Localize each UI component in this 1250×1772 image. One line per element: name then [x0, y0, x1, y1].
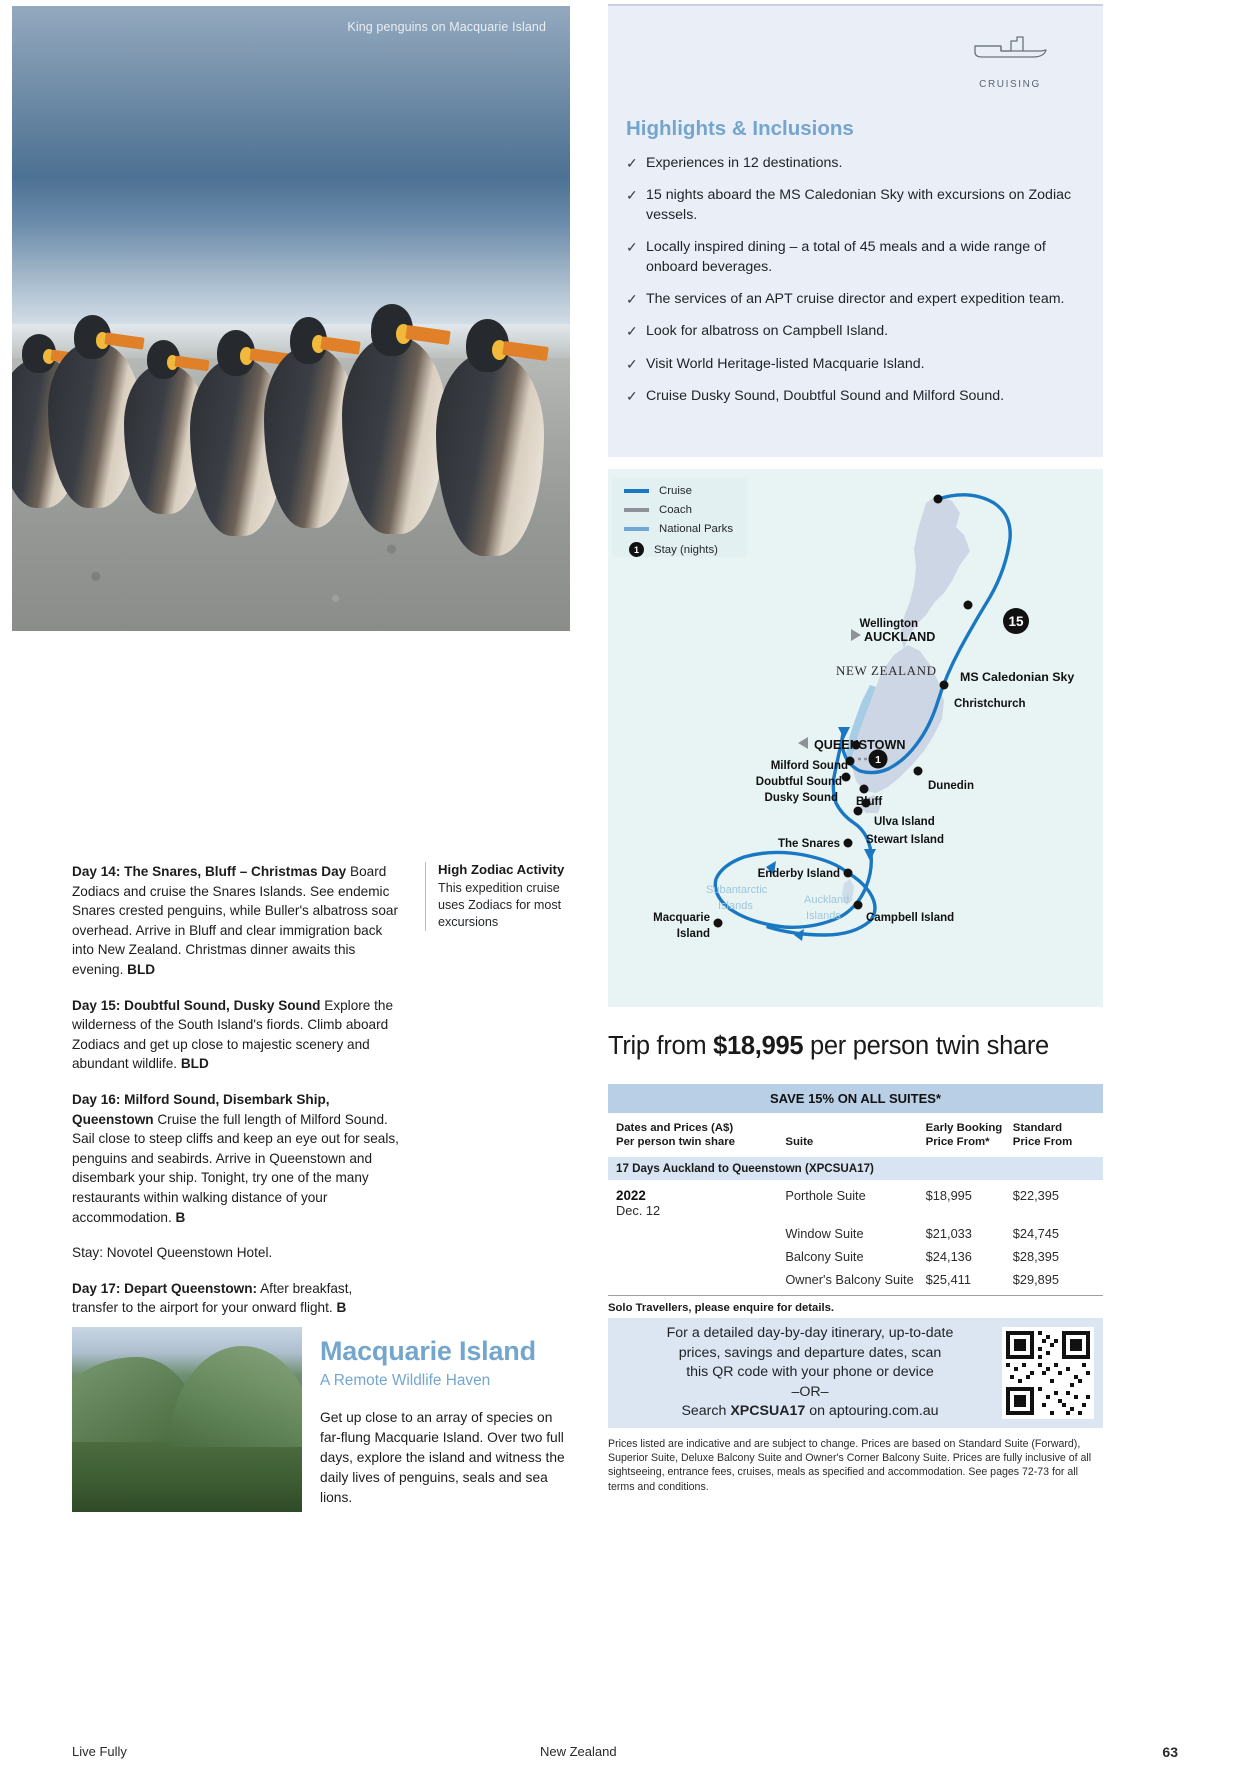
- map-label-auckland: AUCKLAND: [864, 630, 936, 644]
- itinerary-day-heading: Day 16: Milford Sound, Disembark Ship, Queenstown: [72, 1091, 330, 1127]
- map-label-stewart-island: Stewart Island: [866, 834, 944, 846]
- check-icon: ✓: [626, 355, 638, 372]
- legend-label: Stay (nights): [654, 543, 718, 556]
- svg-text:15: 15: [1008, 614, 1024, 629]
- map-label-macquarie-1: Macquarie: [653, 912, 710, 924]
- highlight-item: [626, 238, 1081, 277]
- route-map: [608, 469, 1103, 1007]
- highlight-text: 15 nights aboard the MS Caledonian Sky with excursions on Zodiac vessels.: [646, 187, 1072, 223]
- meal-code: B: [336, 1300, 347, 1316]
- itinerary-day-heading: Day 14: The Snares, Bluff – Christmas Day: [72, 864, 347, 879]
- standard-price: $24,745: [1012, 1226, 1060, 1241]
- highlight-item: [626, 186, 1081, 225]
- photo-caption: King penguins on Macquarie Island: [347, 20, 546, 34]
- cruising-badge: [955, 32, 1065, 90]
- legend-label: Cruise: [659, 485, 692, 497]
- trip-price-headline: [608, 1032, 1128, 1061]
- ocean-background: [12, 6, 570, 336]
- penguin: [342, 336, 446, 534]
- table-row: [608, 1245, 1103, 1268]
- trip-price-prefix: Trip from: [608, 1032, 714, 1060]
- itinerary-body: Cruise the full length of Milford Sound. Sail close to steep cliffs and keep an eye out for seals, penguins and seabirds. Arrive in Queenstown and disembark your ship. Tonight, try one of the many restaurants within walking distance of your accommodation.: [72, 1111, 399, 1225]
- map-label-campbell-island: Campbell Island: [866, 912, 955, 924]
- legal-disclaimer: Prices listed are indicative and are subject to change. Prices are based on Standard Suite (Forward), Superior Suite, Deluxe Balcony Suite and Owner's Corner Balcony Suite. Prices are fully inclusive of all sightseeing, entrance fees, cruises, meals as specified and accommodation. See pages 72-73 for all terms and conditions.: [608, 1438, 1092, 1493]
- check-icon: ✓: [626, 291, 638, 308]
- legend-label: Coach: [659, 504, 692, 516]
- check-icon: ✓: [626, 388, 638, 405]
- national-parks-swatch: [624, 527, 649, 531]
- qr-line-1: For a detailed day-by-day itinerary, up-to-date: [666, 1325, 954, 1342]
- header-standard-line2: Price From: [1012, 1136, 1073, 1148]
- highlight-item: [626, 154, 1081, 173]
- qr-line-2: prices, savings and departure dates, scan: [678, 1344, 942, 1361]
- meal-code: BLD: [180, 1056, 209, 1072]
- departure-year: 2022: [616, 1188, 646, 1203]
- map-label-enderby-island: Enderby Island: [757, 868, 840, 880]
- map-label-auckland-islands-1: Auckland: [804, 894, 850, 906]
- coach-line-swatch: [624, 508, 649, 512]
- qr-promo-panel: [608, 1318, 1103, 1428]
- arrow-right-icon: [851, 629, 861, 641]
- early-price: $21,033: [925, 1226, 972, 1241]
- highlight-item: [626, 387, 1081, 406]
- header-early-line1: Early Booking: [925, 1122, 1003, 1134]
- map-label-ship: MS Caledonian Sky: [960, 670, 1075, 684]
- map-label-macquarie-2: Island: [676, 928, 710, 940]
- zodiac-note-title: High Zodiac Activity: [438, 862, 565, 877]
- qr-code-graphic: [1006, 1331, 1090, 1415]
- header-early-line2: Price From*: [925, 1136, 990, 1148]
- suite-name: Window Suite: [785, 1226, 864, 1241]
- highlight-item: [626, 355, 1081, 374]
- itinerary-entry: [72, 1279, 402, 1318]
- table-row: [608, 1268, 1103, 1291]
- table-header-row: [608, 1113, 1103, 1157]
- cruising-label: CRUISING: [979, 79, 1041, 90]
- early-price: $18,995: [925, 1188, 972, 1203]
- meal-code: BLD: [127, 961, 156, 977]
- highlights-title: Highlights & Inclusions: [626, 117, 854, 140]
- map-label-country: NEW ZEALAND: [836, 663, 937, 678]
- macquarie-feature: [320, 1335, 575, 1508]
- table-bottom-rule: [608, 1295, 1103, 1296]
- trip-price-amount: $18,995: [713, 1032, 804, 1060]
- macquarie-subtitle: A Remote Wildlife Haven: [320, 1372, 491, 1389]
- highlight-text: Visit World Heritage-listed Macquarie Island.: [646, 355, 925, 372]
- zodiac-activity-note: [425, 862, 575, 931]
- legend-row-cruise: [624, 485, 739, 497]
- map-legend: [612, 477, 747, 557]
- penguin: [436, 352, 544, 556]
- save-banner: SAVE 15% ON ALL SUITES*: [608, 1084, 1103, 1113]
- itinerary-text: [72, 862, 402, 1334]
- standard-price: $28,395: [1012, 1249, 1060, 1264]
- cruise-line-swatch: [624, 489, 649, 493]
- itinerary-body: Explore the wilderness of the South Island's fiords. Climb aboard Zodiacs and get up close to majestic scenery and abundant wildlife.: [72, 997, 394, 1072]
- stay-text: Stay: Novotel Queenstown Hotel.: [72, 1245, 273, 1261]
- map-label-dunedin: Dunedin: [928, 780, 974, 792]
- grass-foreground: [72, 1442, 302, 1512]
- header-standard-price: [1013, 1121, 1095, 1149]
- svg-text:1: 1: [875, 754, 881, 766]
- footer-tagline: Live Fully: [72, 1744, 127, 1759]
- highlight-text: Look for albatross on Campbell Island.: [646, 323, 889, 340]
- header-dates-line1: Dates and Prices (A$): [616, 1122, 734, 1134]
- header-suite: Suite: [785, 1136, 814, 1148]
- legend-label: National Parks: [659, 523, 734, 535]
- qr-promo-text: [608, 1324, 1002, 1422]
- highlight-item: [626, 322, 1081, 341]
- pricing-table: [608, 1084, 1103, 1314]
- macquarie-body: Get up close to an array of species on far-flung Macquarie Island. Over two full days, explore the island and witness the daily lives of penguins, seals and sea lions.: [320, 1410, 565, 1505]
- footer-page-number: 63: [1162, 1744, 1178, 1760]
- highlight-text: Locally inspired dining – a total of 45 meals and a wide range of onboard beverages.: [646, 239, 1046, 275]
- header-early-price: [926, 1121, 1013, 1149]
- standard-price: $22,395: [1012, 1188, 1060, 1203]
- qr-line-5: [618, 1402, 1002, 1422]
- highlights-list: [626, 154, 1081, 420]
- map-label-wellington: Wellington: [859, 618, 918, 630]
- zodiac-note-body: This expedition cruise uses Zodiacs for most excursions: [438, 881, 562, 929]
- qr-line-4: –OR–: [791, 1383, 829, 1400]
- trip-code-row: 17 Days Auckland to Queenstown (XPCSUA17): [608, 1157, 1103, 1180]
- suite-name: Balcony Suite: [785, 1249, 864, 1264]
- highlight-item: [626, 290, 1081, 309]
- legend-row-stay: [624, 542, 739, 557]
- departure-cell: [616, 1188, 785, 1218]
- itinerary-day-heading: Day 15: Doubtful Sound, Dusky Sound: [72, 997, 321, 1013]
- itinerary-body: After breakfast, transfer to the airport for your onward flight.: [72, 1280, 353, 1316]
- highlight-text: Experiences in 12 destinations.: [646, 155, 843, 171]
- arrow-left-icon: [798, 737, 808, 749]
- highlight-text: Cruise Dusky Sound, Doubtful Sound and Milford Sound.: [646, 388, 1005, 405]
- qr-trip-code: XPCSUA17: [730, 1403, 806, 1420]
- qr-line-3: this QR code with your phone or device: [686, 1364, 934, 1381]
- legend-row-coach: [624, 504, 739, 516]
- map-label-the-snares: The Snares: [778, 838, 840, 850]
- suite-name: Porthole Suite: [785, 1188, 866, 1203]
- stay-badge-icon: 1: [629, 542, 644, 557]
- header-standard-line1: Standard: [1012, 1122, 1063, 1134]
- check-icon: ✓: [626, 239, 638, 256]
- highlight-text: The services of an APT cruise director and expert expedition team.: [646, 291, 1065, 308]
- macquarie-title: Macquarie Island: [320, 1336, 536, 1366]
- map-label-doubtful-sound: Doubtful Sound: [755, 776, 842, 788]
- map-label-milford-sound: Milford Sound: [770, 760, 848, 772]
- legend-row-national-parks: [624, 523, 739, 535]
- ship-icon: [971, 32, 1049, 62]
- qr-search-prefix: Search: [681, 1403, 731, 1420]
- early-price: $25,411: [925, 1272, 971, 1287]
- itinerary-entry: [72, 996, 402, 1074]
- map-label-auckland-islands-2: Islands: [806, 910, 841, 922]
- map-label-bluff: Bluff: [856, 796, 883, 808]
- early-price: $24,136: [925, 1249, 972, 1264]
- header-dates: [616, 1121, 785, 1149]
- footer-section: New Zealand: [540, 1744, 617, 1759]
- map-label-ulva-island: Ulva Island: [874, 816, 935, 828]
- trip-price-suffix: per person twin share: [803, 1032, 1049, 1060]
- itinerary-stay: [72, 1243, 402, 1263]
- meal-code: B: [175, 1209, 186, 1225]
- qr-code[interactable]: [1002, 1327, 1094, 1419]
- table-row: [608, 1180, 1103, 1222]
- header-dates-line2: Per person twin share: [616, 1136, 736, 1148]
- map-label-subantarctic-1: Subantarctic: [706, 884, 768, 896]
- departure-date: Dec. 12: [616, 1203, 661, 1218]
- check-icon: ✓: [626, 155, 638, 171]
- macquarie-island-photo: [72, 1327, 302, 1512]
- itinerary-entry: [72, 1090, 402, 1227]
- itinerary-day-heading: Day 17: Depart Queenstown:: [72, 1280, 258, 1296]
- map-label-subantarctic-2: Islands: [718, 900, 753, 912]
- itinerary-body: Board Zodiacs and cruise the Snares Islands. See endemic Snares crested penguins, while Buller's albatross soar overhead. Arrive in Bluff and clear immigration back into New Zealand. Christmas dinner awaits this evening.: [72, 864, 398, 977]
- solo-traveller-note: Solo Travellers, please enquire for details.: [608, 1302, 835, 1314]
- check-icon: ✓: [626, 187, 638, 204]
- king-penguins-photo: [12, 6, 570, 631]
- check-icon: ✓: [626, 323, 638, 340]
- table-row: [608, 1222, 1103, 1245]
- map-label-queenstown: QUEENSTOWN: [814, 738, 906, 752]
- map-label-christchurch: Christchurch: [954, 698, 1026, 710]
- itinerary-entry: [72, 862, 402, 980]
- panel-top-rule: [608, 4, 1103, 6]
- qr-search-suffix: on aptouring.com.au: [805, 1403, 939, 1420]
- standard-price: $29,895: [1012, 1272, 1060, 1287]
- left-column: [0, 0, 600, 1772]
- map-label-dusky-sound: Dusky Sound: [764, 792, 838, 804]
- highlights-panel: [608, 4, 1103, 457]
- suite-name: Owner's Balcony Suite: [785, 1272, 914, 1287]
